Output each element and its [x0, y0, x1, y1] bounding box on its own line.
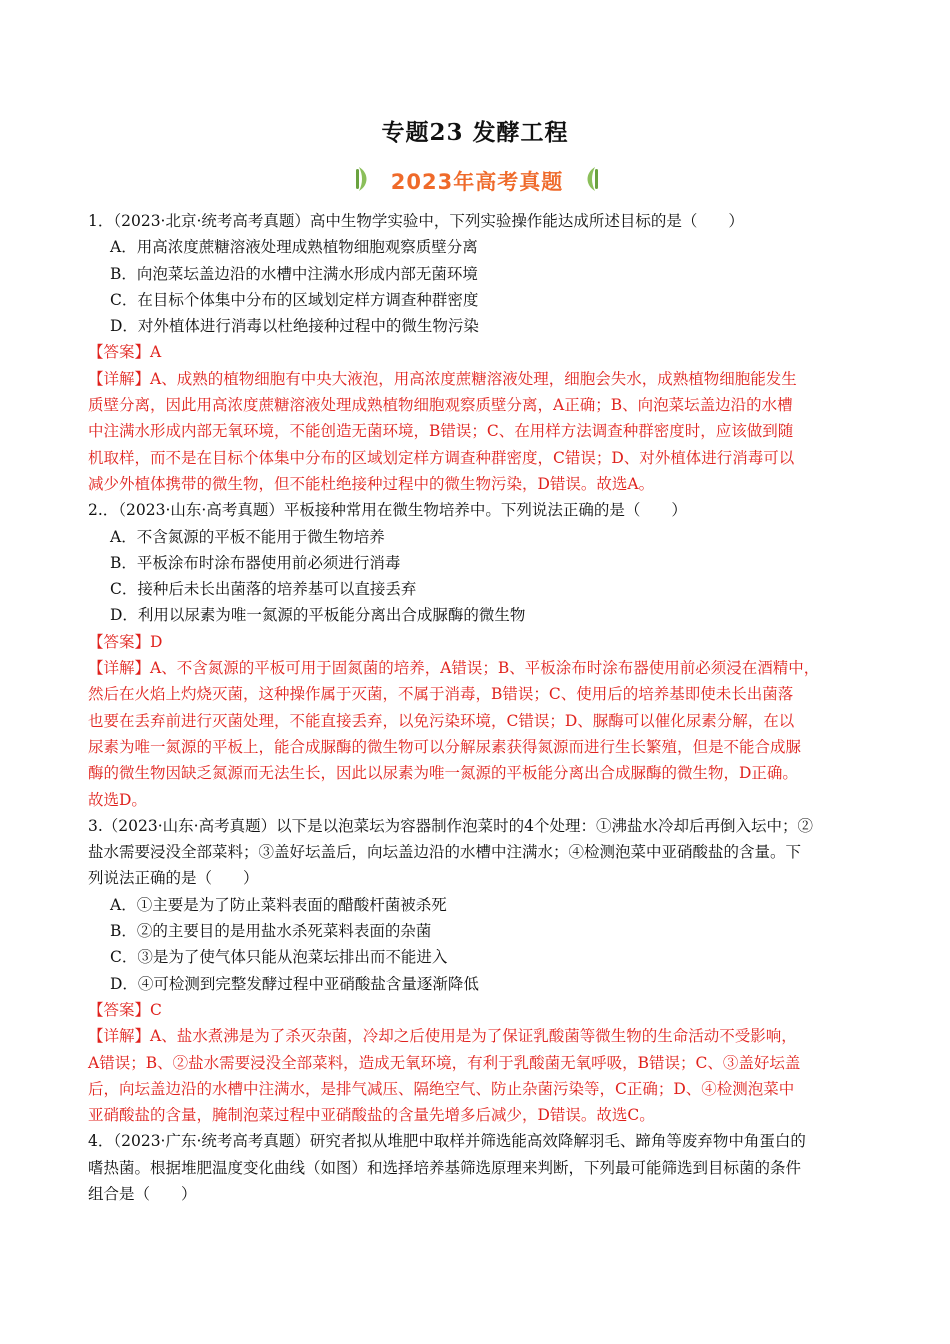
option-a: A．①主要是为了防止菜料表面的醋酸杆菌被杀死 — [110, 895, 447, 914]
analysis-line: 亚硝酸盐的含量，腌制泡菜过程中亚硝酸盐的含量先增多后减少，D错误。故选C。 — [88, 1106, 655, 1125]
analysis-line: 故选D。 — [88, 790, 147, 809]
question-stem: 列说法正确的是（ ） — [88, 869, 259, 888]
option-a: A．不含氮源的平板不能用于微生物培养 — [110, 527, 385, 546]
question-stem: 盐水需要浸没全部菜料；③盖好坛盖后，向坛盖边沿的水槽中注满水；④检测泡菜中亚硝酸盐的含量。下 — [88, 843, 802, 862]
option-b: B．②的主要目的是用盐水杀死菜料表面的杂菌 — [110, 922, 432, 941]
analysis-line: 【详解】A、盐水煮沸是为了杀灭杂菌，冷却之后使用是为了保证乳酸菌等微生物的生命活动不受影响， — [88, 1027, 797, 1046]
section-banner — [355, 162, 599, 198]
option-b: B．向泡菜坛盖边沿的水槽中注满水形成内部无菌环境 — [110, 264, 478, 283]
analysis-line: A错误；B、②盐水需要浸没全部菜料，造成无氧环境，有利于乳酸菌无氧呼吸，B错误；C、③盖好坛盖 — [88, 1053, 801, 1072]
question-stem: 嗜热菌。根据堆肥温度变化曲线（如图）和选择培养基筛选原理来判断，下列最可能筛选到目标菌的条件 — [88, 1158, 802, 1177]
option-c: C．③是为了使气体只能从泡菜坛排出而不能进入 — [110, 948, 448, 967]
question-stem: 3.（2023·山东·高考真题）以下是以泡菜坛为容器制作泡菜时的4个处理：①沸盐水冷却后再倒入坛中；② — [88, 816, 813, 835]
analysis-line: 然后在火焰上灼烧灭菌，这种操作属于灭菌，不属于消毒，B错误；C、使用后的培养基即使未长出菌落 — [88, 685, 794, 704]
option-c: C．接种后未长出菌落的培养基可以直接丢弃 — [110, 580, 417, 599]
question-stem: 1．（2023·北京·统考高考真题）高中生物学实验中，下列实验操作能达成所述目标的是（ ） — [88, 212, 744, 230]
analysis-line: 【详解】A、成熟的植物细胞有中央大液泡，用高浓度蔗糖溶液处理，细胞会失水，成熟植物细胞能发生 — [88, 369, 797, 388]
analysis-line: 酶的微生物因缺乏氮源而无法生长，因此以尿素为唯一氮源的平板能分离出合成脲酶的微生物，D正确。 — [88, 764, 798, 783]
analysis-line: 也要在丢弃前进行灭菌处理，不能直接丢弃，以免污染环境，C错误；D、脲酶可以催化尿素分解，在以 — [88, 711, 795, 730]
leaf-left-icon — [355, 165, 371, 193]
question-stem: 2.．（2023·山东·高考真题）平板接种常用在微生物培养中。下列说法正确的是（ ） — [88, 501, 687, 520]
answer-label: 【答案】C — [88, 1000, 162, 1019]
answer-label: 【答案】A — [88, 343, 162, 362]
banner-text: 2023年高考真题 — [390, 170, 564, 194]
question-4 — [88, 1128, 878, 1207]
analysis-line: 减少外植体携带的微生物，但不能杜绝接种过程中的微生物污染，D错误。故选A。 — [88, 474, 655, 493]
option-d: D．对外植体进行消毒以杜绝接种过程中的微生物污染 — [110, 317, 479, 336]
analysis-line: 中注满水形成内部无氧环境，不能创造无菌环境，B错误；C、在用样方法调查种群密度时，应该做到随 — [88, 422, 794, 441]
answer-label: 【答案】D — [88, 632, 163, 651]
option-c: C．在目标个体集中分布的区域划定样方调查种群密度 — [110, 290, 479, 309]
option-d: D．利用以尿素为唯一氮源的平板能分离出合成脲酶的微生物 — [110, 606, 526, 625]
page-title: 专题23 发酵工程 — [381, 119, 569, 146]
question-stem: 4．（2023·广东·统考高考真题）研究者拟从堆肥中取样并筛选能高效降解羽毛、蹄角等废弃物中角蛋白的 — [88, 1132, 806, 1151]
option-a: A．用高浓度蔗糖溶液处理成熟植物细胞观察质壁分离 — [110, 238, 478, 257]
question-stem: 组合是（ ） — [88, 1184, 197, 1203]
analysis-line: 质壁分离，因此用高浓度蔗糖溶液处理成熟植物细胞观察质壁分离，A正确；B、向泡菜坛盖边沿的水槽 — [88, 396, 793, 415]
analysis-line: 机取样，而不是在目标个体集中分布的区域划定样方调查种群密度，C错误；D、对外植体进行消毒可以 — [88, 448, 795, 467]
leaf-right-icon — [583, 165, 599, 193]
analysis-line: 后，向坛盖边沿的水槽中注满水，是排气减压、隔绝空气、防止杂菌污染等，C正确；D、④检测泡菜中 — [88, 1079, 795, 1098]
questions-body — [88, 208, 878, 1207]
question-3 — [88, 813, 878, 1129]
question-2 — [88, 497, 878, 813]
question-1 — [88, 208, 878, 497]
option-d: D．④可检测到完整发酵过程中亚硝酸盐含量逐渐降低 — [110, 974, 479, 993]
option-b: B．平板涂布时涂布器使用前必须进行消毒 — [110, 553, 401, 572]
analysis-line: 【详解】A、不含氮源的平板可用于固氮菌的培养，A错误；B、平板涂布时涂布器使用前必须浸在酒精中， — [88, 659, 820, 678]
analysis-line: 尿素为唯一氮源的平板上，能合成脲酶的微生物可以分解尿素获得氮源而进行生长繁殖，但是不能合成脲 — [88, 737, 802, 756]
